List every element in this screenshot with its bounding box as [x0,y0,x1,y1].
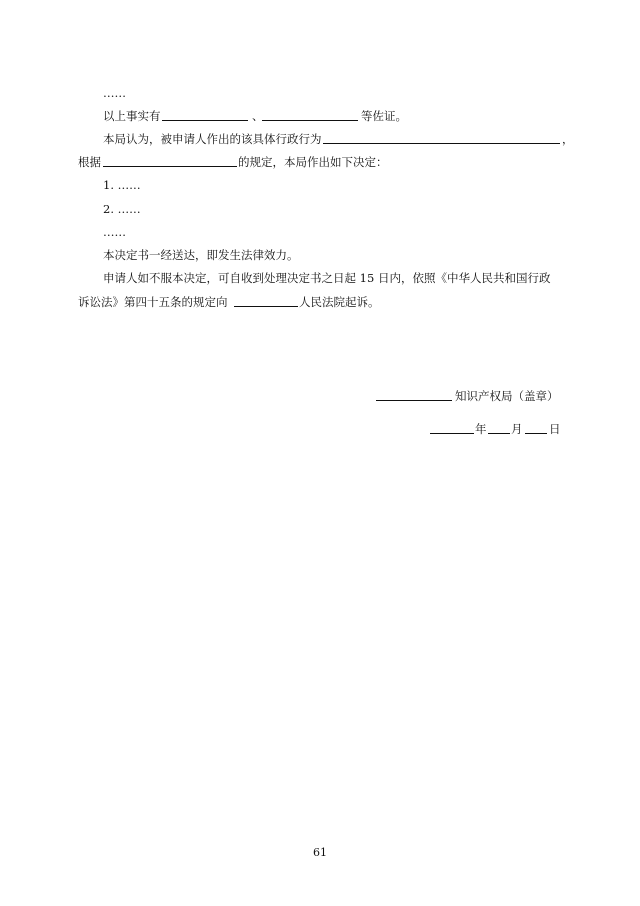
blank-administrative-act [323,143,560,144]
date-line: 年 月 日 [0,419,640,439]
blank-month [488,433,510,434]
blank-year [430,433,474,434]
blank-court [234,306,298,307]
blank-evidence-1 [162,120,248,121]
page-number: 61 [313,846,327,859]
blank-evidence-2 [262,120,358,121]
effect-line: 本决定书一经送达，即发生法律效力。 [103,248,299,262]
ellipsis-line-1: …… [103,86,126,100]
blank-legal-basis [103,166,237,167]
blank-office-name [376,400,452,401]
ellipsis-line-2: …… [103,225,126,239]
opinion-line: 本局认为，被申请人作出的该具体行政行为 ， [103,132,574,146]
decision-item-1: 1. …… [103,178,141,192]
blank-day [525,433,547,434]
appeal-line-2: 诉讼法》第四十五条的规定向 人民法院起诉。 [78,295,380,309]
facts-line: 以上事实有 、 等佐证。 [103,109,407,123]
signature-line: 知识产权局（盖章） [0,386,640,406]
basis-line: 根据 的规定，本局作出如下决定： [78,155,388,169]
decision-item-2: 2. …… [103,202,141,216]
appeal-line-1: 申请人如不服本决定，可自收到处理决定书之日起 15 日内，依照《中华人民共和国行政 [103,271,551,285]
